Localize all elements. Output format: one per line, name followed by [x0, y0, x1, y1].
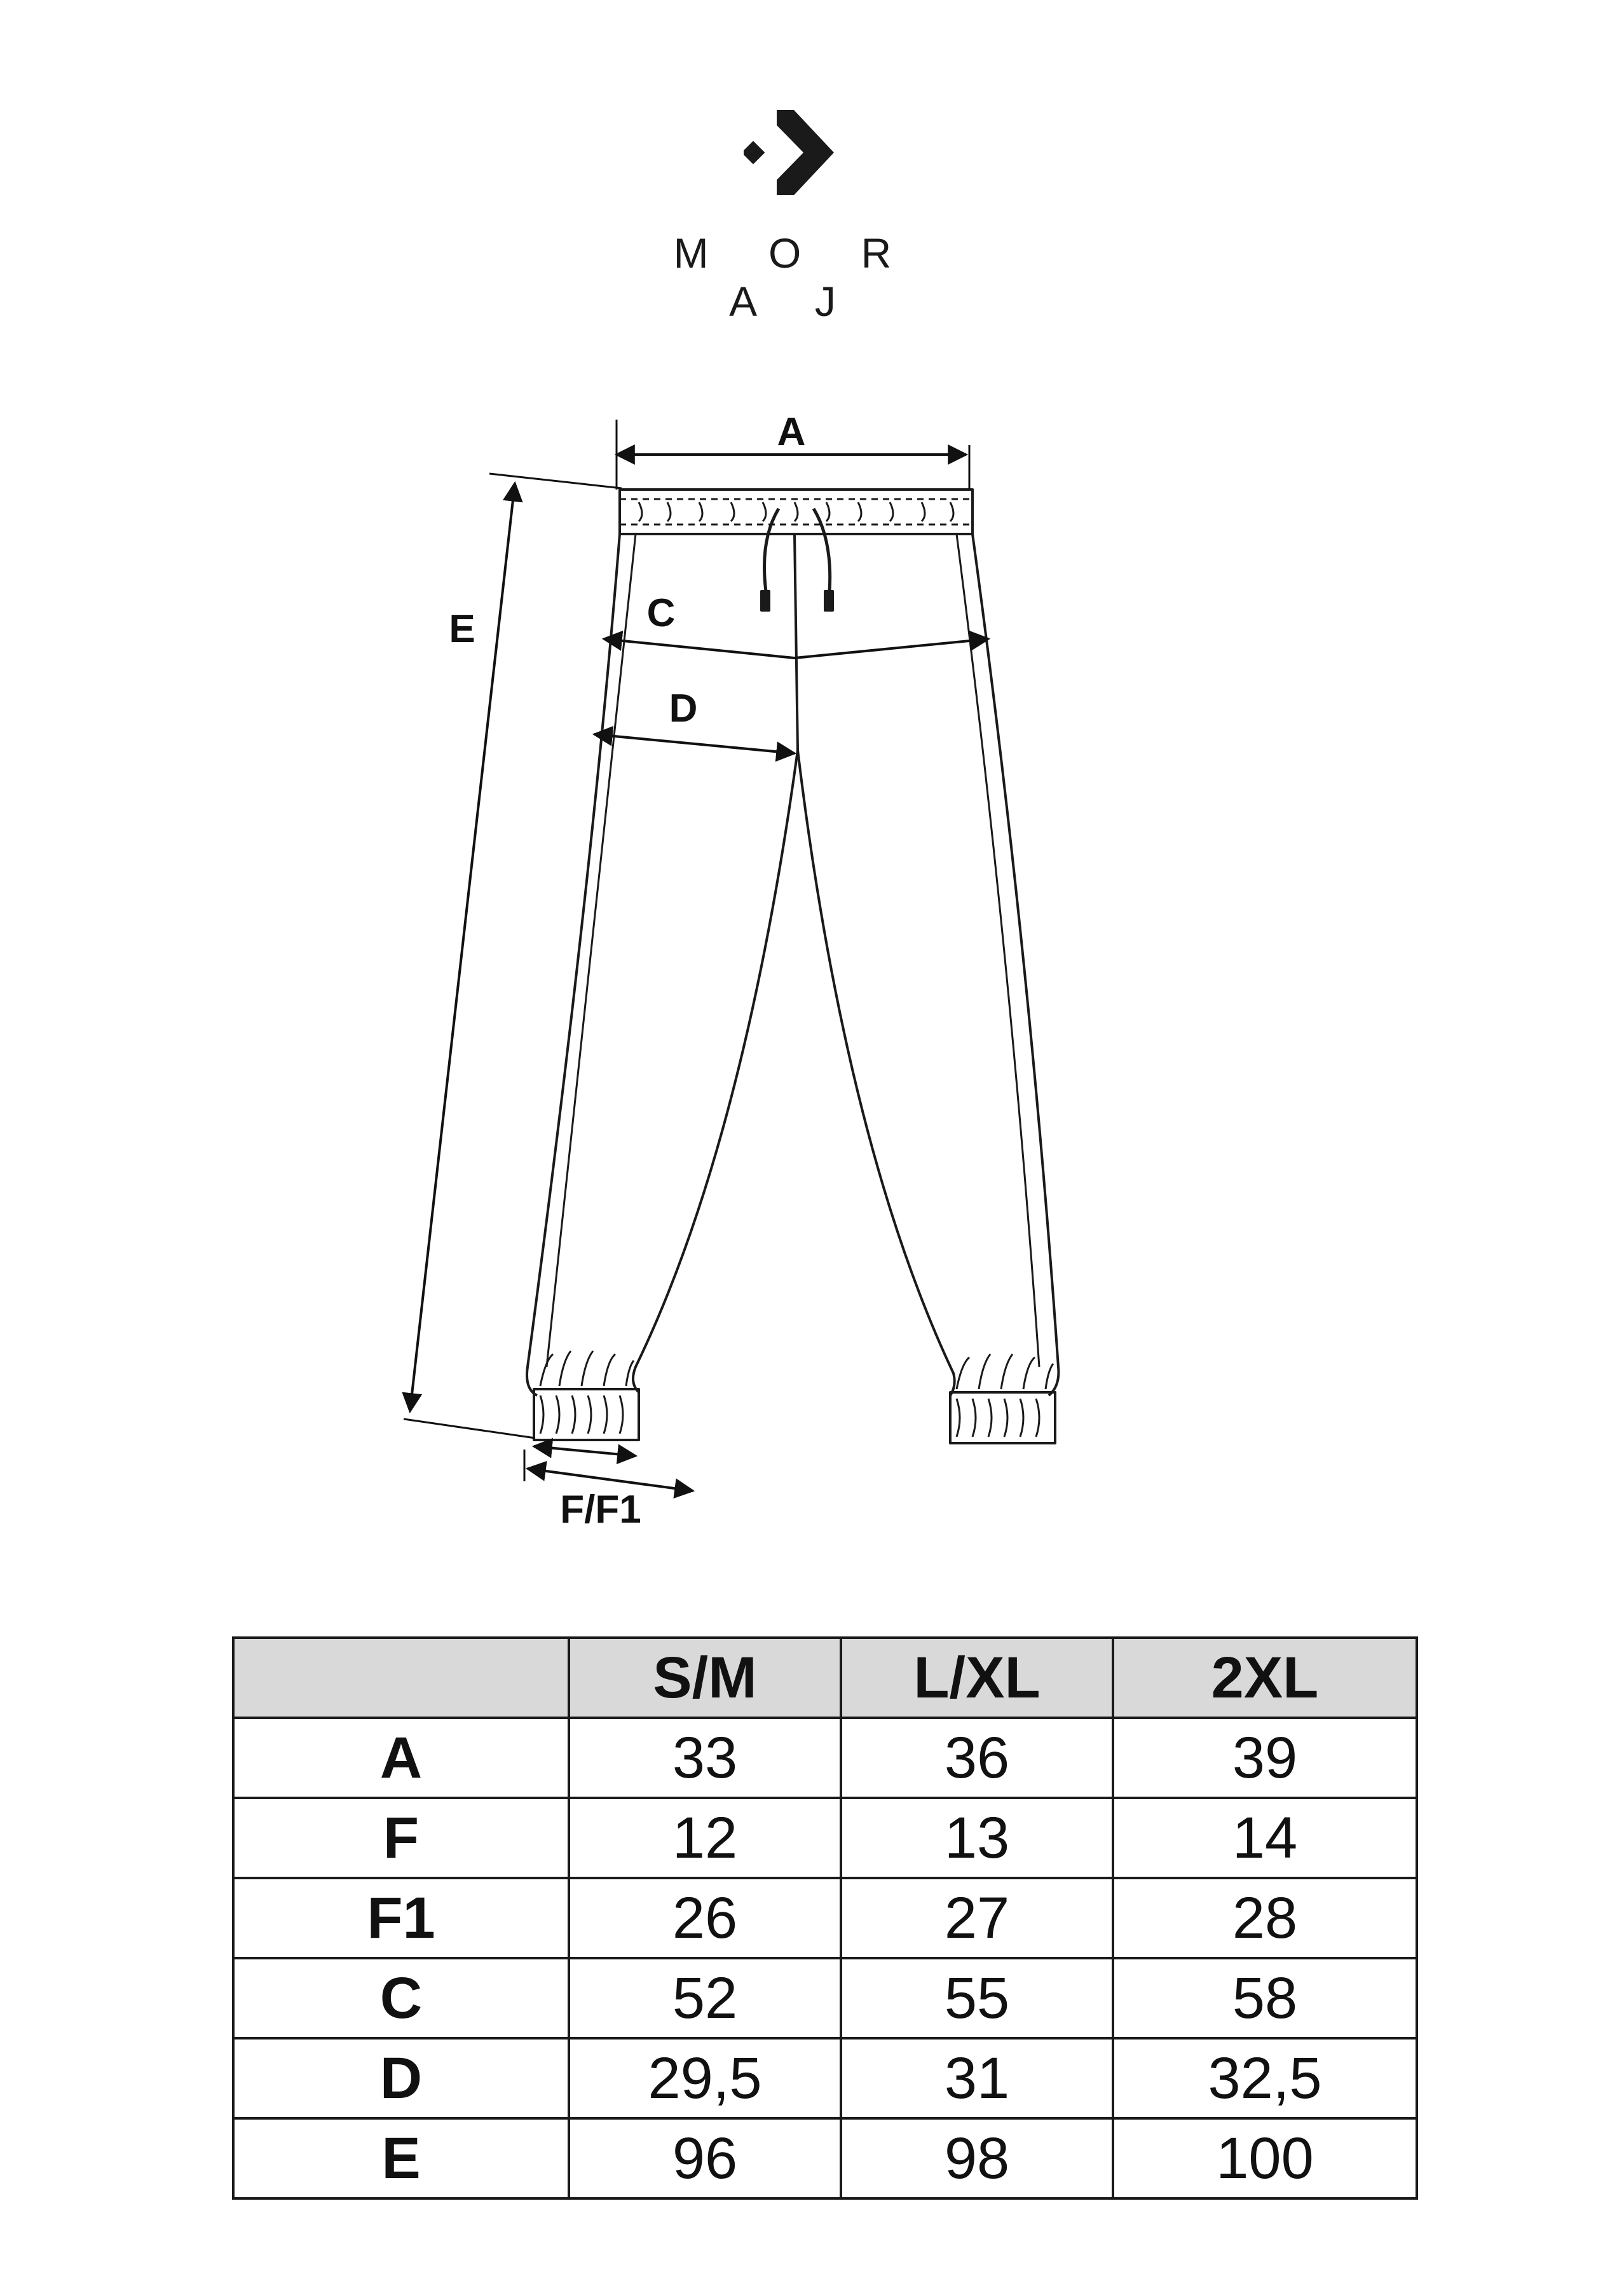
column-header-sm: S/M [569, 1638, 841, 1718]
label-c: C [646, 591, 676, 635]
table-cell: 96 [569, 2118, 841, 2198]
table-cell: 33 [569, 1718, 841, 1798]
column-header-lxl: L/XL [841, 1638, 1113, 1718]
table-cell: 12 [569, 1798, 841, 1878]
table-cell: 31 [841, 2038, 1113, 2118]
table-cell: 58 [1113, 1958, 1417, 2038]
table-cell: 36 [841, 1718, 1113, 1798]
table-cell: 98 [841, 2118, 1113, 2198]
table-row [233, 1878, 1417, 1958]
table-row [233, 1958, 1417, 2038]
row-label: C [233, 1958, 569, 2038]
size-chart-table [232, 1636, 1418, 2200]
table-cell: 55 [841, 1958, 1113, 2038]
table-cell: 27 [841, 1878, 1113, 1958]
table-row [233, 2118, 1417, 2198]
table-row [233, 1798, 1417, 1878]
table-cell: 13 [841, 1798, 1113, 1878]
brand-name: M O R A J [673, 230, 916, 325]
label-d: D [669, 687, 698, 730]
table-row [233, 2038, 1417, 2118]
label-e: E [449, 607, 475, 651]
label-f-f1: F/F1 [560, 1488, 641, 1532]
row-label: A [233, 1718, 569, 1798]
table-cell: 39 [1113, 1718, 1417, 1798]
table-cell: 14 [1113, 1798, 1417, 1878]
table-header-row [233, 1638, 1417, 1718]
table-cell: 52 [569, 1958, 841, 2038]
row-label: D [233, 2038, 569, 2118]
table-cell: 28 [1113, 1878, 1417, 1958]
table-cell: 29,5 [569, 2038, 841, 2118]
table-row [233, 1718, 1417, 1798]
row-label: F [233, 1798, 569, 1878]
table-corner-cell [233, 1638, 569, 1718]
table-cell: 100 [1113, 2118, 1417, 2198]
table-cell: 32,5 [1113, 2038, 1417, 2118]
pants-outline [527, 490, 1058, 1443]
label-a: A [777, 410, 806, 454]
row-label: E [233, 2118, 569, 2198]
table-cell: 26 [569, 1878, 841, 1958]
row-label: F1 [233, 1878, 569, 1958]
column-header-2xl: 2XL [1113, 1638, 1417, 1718]
measurement-lines [404, 420, 988, 1491]
